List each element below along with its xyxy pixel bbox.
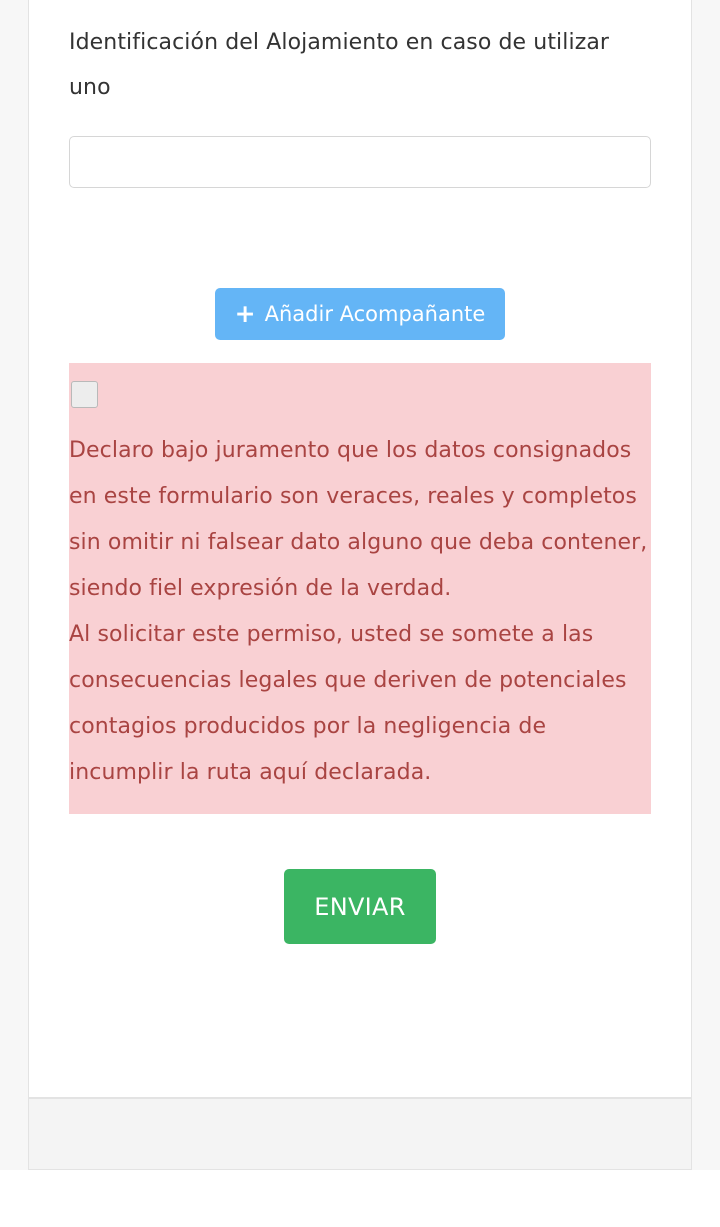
declaration-text (69, 428, 651, 796)
add-companion-label: Añadir Acompañante (264, 302, 486, 326)
form-card (28, 0, 692, 1098)
page-left-margin (0, 0, 28, 1170)
lodging-field-label: Identificación del Alojamiento en caso de utilizar uno (69, 30, 610, 100)
page-right-margin (692, 0, 720, 1170)
add-companion-row (69, 288, 651, 340)
add-companion-button[interactable] (215, 288, 506, 340)
lodging-input[interactable] (69, 136, 651, 188)
card-footer-bar (28, 1098, 692, 1170)
page-bottom-area (0, 1170, 720, 1227)
submit-row (69, 869, 651, 944)
declaration-paragraph-1: Declaro bajo juramento que los datos consignados en este formulario son veraces, reales y completos sin omitir ni falsear dato alguno que deba contener, siendo fiel expresión de la verdad. (69, 438, 648, 601)
declaration-checkbox[interactable] (71, 381, 98, 408)
declaration-paragraph-2: Al solicitar este permiso, usted se somete a las consecuencias legales que deriven de potenciales contagios producidos por la negligencia de incumplir la ruta aquí declarada. (69, 622, 627, 785)
submit-button[interactable]: ENVIAR (284, 869, 436, 944)
plus-icon: + (234, 298, 256, 328)
declaration-panel (69, 363, 651, 814)
